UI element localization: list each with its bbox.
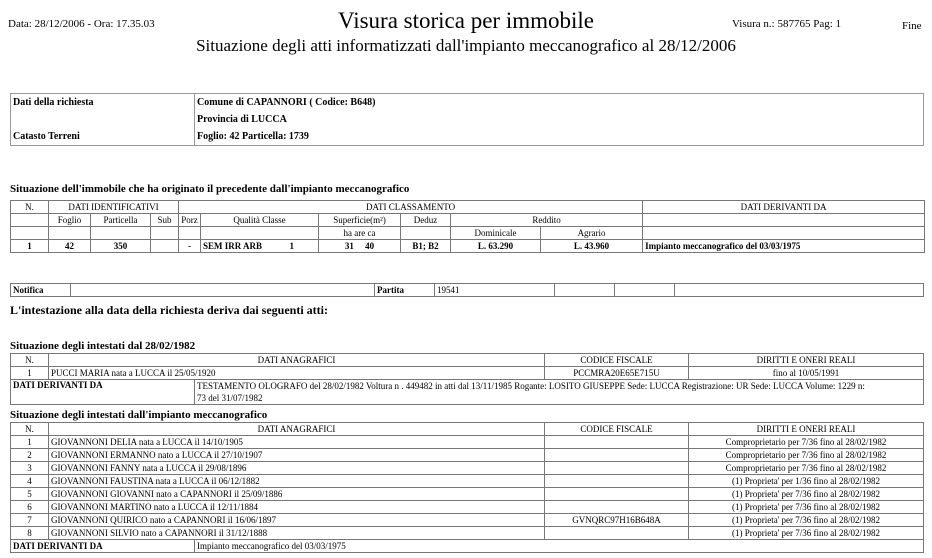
imp-n: 6	[11, 501, 49, 514]
notifica-label: Notifica	[11, 284, 71, 297]
immobile-derivanti: Impianto meccanografico del 03/03/1975	[643, 240, 925, 253]
immobile-are: 31	[344, 240, 354, 251]
imp-cf	[545, 501, 689, 514]
imp-cf	[545, 436, 689, 449]
immobile-table	[10, 200, 925, 253]
provincia: Provincia di LUCCA	[195, 111, 924, 128]
table-row	[11, 488, 924, 501]
imp-n: 3	[11, 462, 49, 475]
intestazione-note: L'intestazione alla data della richiesta deriva dai seguenti atti:	[10, 303, 328, 317]
i82-deriv-line1: TESTAMENTO OLOGRAFO del 28/02/1982 Voltura n . 449482 in atti dal 13/11/1985 Rogante: LOSITO GIUSEPPE Sede: LUCCA Registrazione: UR Sede: LUCCA Volume: 1229 n:	[197, 381, 865, 391]
print-datetime: Data: 28/12/2006 - Ora: 17.35.03	[8, 18, 155, 30]
imp-diritti: (1) Proprieta' per 7/36 fino al 28/02/1982	[689, 501, 924, 514]
foglio-particella: Foglio: 42 Particella: 1739	[195, 128, 924, 146]
immobile-particella: 350	[91, 240, 151, 253]
imp-h-anagrafici: DATI ANAGRAFICI	[49, 423, 545, 436]
visura-number: Visura n.: 587765 Pag: 1	[732, 18, 842, 30]
intestati-1982-table	[10, 353, 924, 405]
table-row	[11, 501, 924, 514]
i82-deriv-label: DATI DERIVANTI DA	[11, 380, 195, 405]
i82-h-n: N.	[11, 354, 49, 367]
imp-nome: GIOVANNONI DELIA nata a LUCCA il 14/10/1905	[49, 436, 545, 449]
immobile-h-reddito: Reddito	[451, 214, 643, 227]
immobile-qualita: SEM IRR ARB	[203, 240, 263, 251]
immobile-h-n: N.	[11, 201, 49, 214]
imp-diritti: (1) Proprieta' per 7/36 fino al 28/02/1982	[689, 514, 924, 527]
table-row	[11, 527, 924, 540]
richiesta-table	[10, 93, 924, 146]
imp-nome: GIOVANNONI GIOVANNI nato a CAPANNORI il 25/09/1886	[49, 488, 545, 501]
imp-nome: GIOVANNONI SILVIO nato a CAPANNORI il 31/12/1888	[49, 527, 545, 540]
table-row	[11, 475, 924, 488]
partita-label: Partita	[375, 284, 435, 297]
i82-n: 1	[11, 367, 49, 380]
immobile-h-ident: DATI IDENTIFICATIVI	[49, 201, 179, 214]
immobile-classe: 1	[289, 240, 295, 251]
immobile-section-title: Situazione dell'immobile che ha originato il precedente dall'impianto meccanografico	[10, 183, 410, 195]
immobile-deduz: B1; B2	[401, 240, 451, 253]
imp-nome: GIOVANNONI FANNY nata a LUCCA il 29/08/1896	[49, 462, 545, 475]
imp-h-diritti: DIRITTI E ONERI REALI	[689, 423, 924, 436]
imp-nome: GIOVANNONI ERMANNO nato a LUCCA il 27/10/1907	[49, 449, 545, 462]
immobile-h-class: DATI CLASSAMENTO	[179, 201, 643, 214]
immobile-n: 1	[11, 240, 49, 253]
i82-deriv-line2: 73 del 31/07/1982	[197, 393, 263, 403]
immobile-h-deduz: Deduz	[401, 214, 451, 227]
table-row	[11, 462, 924, 475]
immobile-porz: -	[179, 240, 201, 253]
imp-nome: GIOVANNONI MARTINO nato a LUCCA il 12/11/1884	[49, 501, 545, 514]
i82-nome: PUCCI MARIA nata a LUCCA il 25/05/1920	[49, 367, 545, 380]
imp-n: 1	[11, 436, 49, 449]
immobile-h-porz: Porz	[179, 214, 201, 227]
imp-nome: GIOVANNONI QUIRICO nato a CAPANNORI il 16/06/1897	[49, 514, 545, 527]
page-subtitle: Situazione degli atti informatizzati dall'impianto meccanografico al 28/12/2006	[196, 36, 736, 55]
i82-h-diritti: DIRITTI E ONERI REALI	[689, 354, 924, 367]
i82-diritti: fino al 10/05/1991	[689, 367, 924, 380]
immobile-h-agrario: Agrario	[541, 227, 643, 240]
table-row	[11, 436, 924, 449]
imp-deriv-label: DATI DERIVANTI DA	[11, 540, 195, 553]
notifica-table	[10, 283, 924, 297]
i82-deriv	[195, 380, 924, 405]
table-row	[11, 449, 924, 462]
intestati-1982-title: Situazione degli intestati dal 28/02/1982	[10, 340, 196, 352]
immobile-h-dominicale: Dominicale	[451, 227, 541, 240]
immobile-ca: 40	[365, 240, 375, 251]
imp-diritti: Comproprietario per 7/36 fino al 28/02/1982	[689, 462, 924, 475]
intestati-impianto-table	[10, 422, 924, 553]
comune: Comune di CAPANNORI ( Codice: B648)	[195, 94, 924, 112]
imp-diritti: Comproprietario per 7/36 fino al 28/02/1982	[689, 436, 924, 449]
imp-cf	[545, 527, 689, 540]
imp-diritti: (1) Proprieta' per 7/36 fino al 28/02/1982	[689, 527, 924, 540]
imp-cf	[545, 462, 689, 475]
immobile-h-haareca: ha are ca	[319, 227, 401, 240]
immobile-h-superficie: Superficie(m²)	[319, 214, 401, 227]
immobile-agrario: L. 43.960	[541, 240, 643, 253]
catasto-label: Catasto Terreni	[11, 128, 195, 146]
immobile-h-particella: Particella	[91, 214, 151, 227]
partita-value: 19541	[435, 284, 555, 297]
imp-diritti: (1) Proprieta' per 7/36 fino al 28/02/1982	[689, 488, 924, 501]
imp-cf	[545, 449, 689, 462]
imp-cf: GVNQRC97H16B648A	[545, 514, 689, 527]
immobile-foglio: 42	[49, 240, 91, 253]
imp-n: 2	[11, 449, 49, 462]
imp-nome: GIOVANNONI FAUSTINA nata a LUCCA il 06/12/1882	[49, 475, 545, 488]
immobile-h-qualita: Qualità Classe	[201, 214, 319, 227]
immobile-h-deriv: DATI DERIVANTI DA	[643, 201, 925, 214]
table-row	[11, 367, 924, 380]
imp-n: 4	[11, 475, 49, 488]
imp-deriv: Impianto meccanografico del 03/03/1975	[195, 540, 924, 553]
immobile-row	[11, 240, 925, 253]
i82-h-cf: CODICE FISCALE	[545, 354, 689, 367]
imp-n: 5	[11, 488, 49, 501]
imp-diritti: (1) Proprieta' per 1/36 fino al 28/02/1982	[689, 475, 924, 488]
immobile-h-foglio: Foglio	[49, 214, 91, 227]
imp-n: 8	[11, 527, 49, 540]
fine-label: Fine	[902, 20, 922, 32]
dati-richiesta-label: Dati della richiesta	[11, 94, 195, 112]
imp-cf	[545, 488, 689, 501]
imp-diritti: Comproprietario per 7/36 fino al 28/02/1982	[689, 449, 924, 462]
i82-cf: PCCMRA20E65E715U	[545, 367, 689, 380]
table-row	[11, 514, 924, 527]
immobile-h-sub: Sub	[151, 214, 179, 227]
intestati-impianto-title: Situazione degli intestati dall'impianto meccanografico	[10, 409, 268, 421]
page-title: Visura storica per immobile	[337, 8, 595, 33]
imp-cf	[545, 475, 689, 488]
imp-n: 7	[11, 514, 49, 527]
imp-h-n: N.	[11, 423, 49, 436]
i82-h-anagrafici: DATI ANAGRAFICI	[49, 354, 545, 367]
immobile-sub	[151, 240, 179, 253]
imp-h-cf: CODICE FISCALE	[545, 423, 689, 436]
immobile-dominicale: L. 63.290	[451, 240, 541, 253]
